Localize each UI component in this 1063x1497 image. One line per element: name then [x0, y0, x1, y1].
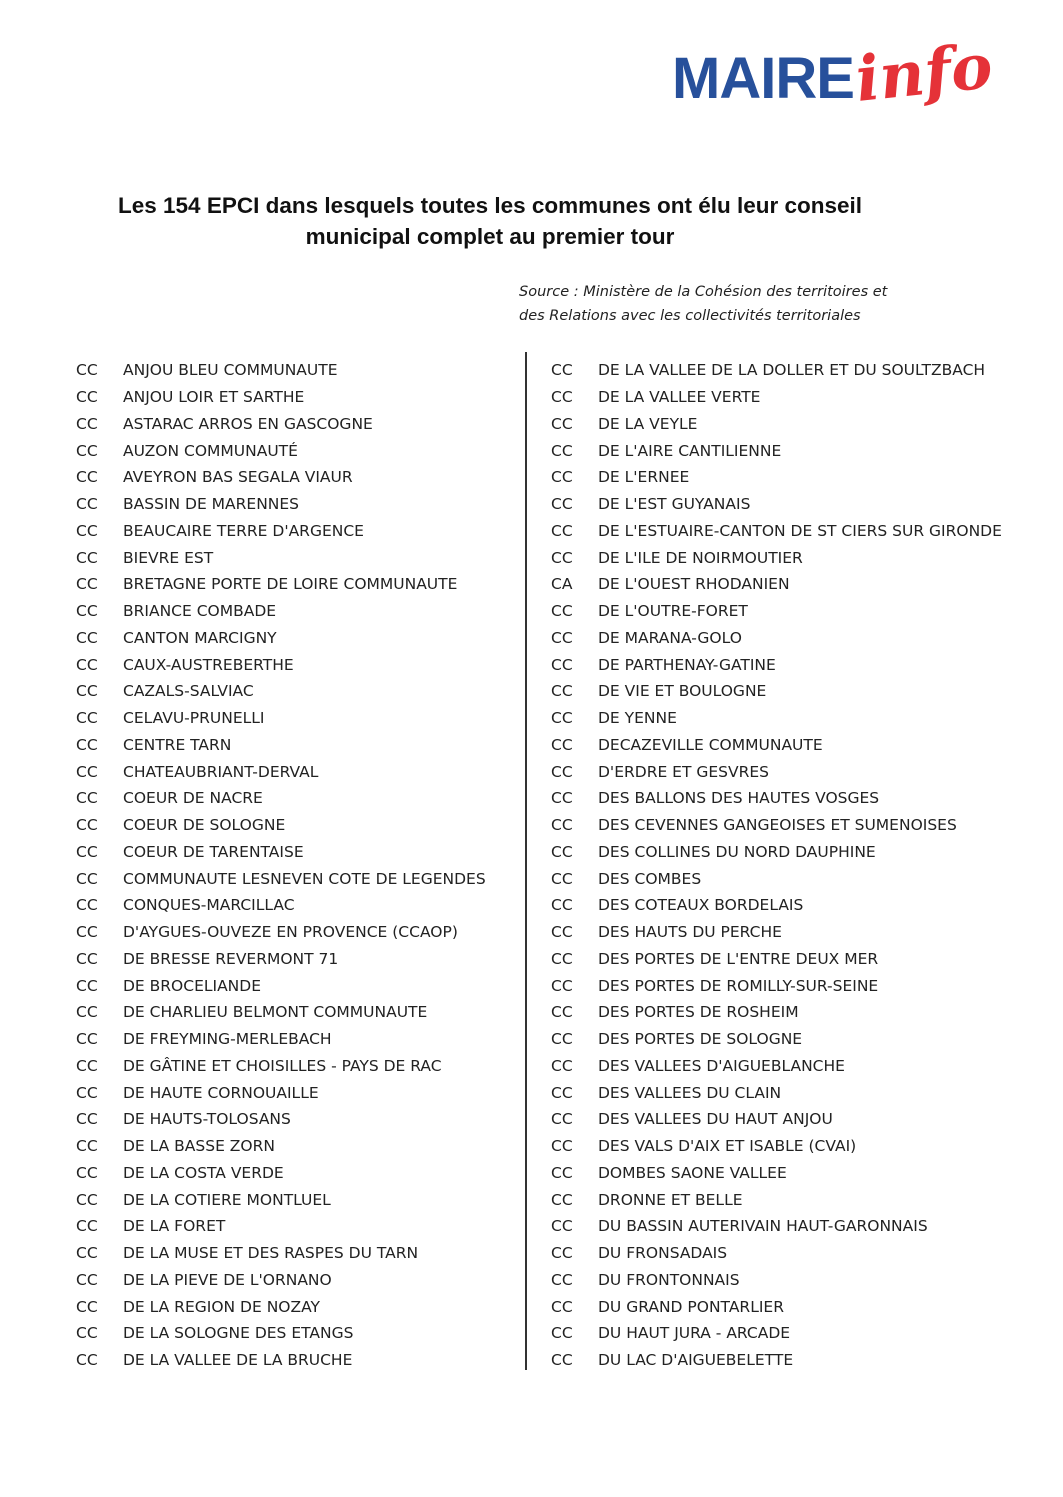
epci-row — [76, 1320, 516, 1347]
epci-type: CC — [551, 976, 573, 995]
epci-type: CC — [551, 1083, 573, 1102]
epci-name: D'AYGUES-OUVEZE EN PROVENCE (CCAOP) — [123, 923, 458, 942]
epci-type: CC — [76, 1297, 98, 1316]
epci-name: CELAVU-PRUNELLI — [123, 709, 265, 728]
epci-row — [551, 972, 1051, 999]
epci-row — [551, 678, 1051, 705]
epci-type: CC — [551, 923, 573, 942]
epci-name: DE HAUTS-TOLOSANS — [123, 1110, 291, 1129]
epci-row — [551, 411, 1051, 438]
epci-row — [76, 625, 516, 652]
epci-type: CC — [551, 709, 573, 728]
epci-name: CAZALS-SALVIAC — [123, 682, 254, 701]
epci-type: CC — [76, 1030, 98, 1049]
epci-name: DE BROCELIANDE — [123, 976, 262, 995]
epci-row — [76, 464, 516, 491]
epci-type: CA — [551, 575, 573, 594]
epci-row — [551, 1347, 1051, 1374]
epci-name: DU FRONTONNAIS — [598, 1270, 740, 1289]
epci-type: CC — [76, 735, 98, 754]
source-line-2: des Relations avec les collectivités territoriales — [519, 308, 861, 324]
epci-name: DES CEVENNES GANGEOISES ET SUMENOISES — [598, 816, 957, 835]
epci-type: CC — [76, 816, 98, 835]
epci-row — [76, 972, 516, 999]
epci-row — [551, 464, 1051, 491]
epci-name: COEUR DE NACRE — [123, 789, 263, 808]
epci-name: DE CHARLIEU BELMONT COMMUNAUTE — [123, 1003, 428, 1022]
epci-type: CC — [551, 1056, 573, 1075]
epci-type: CC — [76, 789, 98, 808]
epci-type: CC — [76, 1190, 98, 1209]
epci-row — [551, 758, 1051, 785]
epci-type: CC — [551, 1217, 573, 1236]
epci-row — [76, 1213, 516, 1240]
epci-row — [76, 1079, 516, 1106]
epci-name: DE L'ESTUAIRE-CANTON DE ST CIERS SUR GIRONDE — [598, 521, 1002, 540]
maireinfo-logo — [672, 29, 996, 116]
epci-row — [551, 491, 1051, 518]
epci-row — [76, 946, 516, 973]
epci-row — [76, 1053, 516, 1080]
epci-type: CC — [76, 1056, 98, 1075]
epci-type: CC — [551, 495, 573, 514]
epci-type: CC — [76, 361, 98, 380]
epci-name: ANJOU LOIR ET SARTHE — [123, 388, 305, 407]
epci-row — [551, 892, 1051, 919]
epci-name: COEUR DE SOLOGNE — [123, 816, 286, 835]
epci-type: CC — [76, 414, 98, 433]
epci-row — [551, 1240, 1051, 1267]
epci-type: CC — [551, 1030, 573, 1049]
column-divider — [525, 352, 527, 1370]
epci-type: CC — [551, 1190, 573, 1209]
epci-type: CC — [76, 1217, 98, 1236]
epci-name: DE LA COSTA VERDE — [123, 1163, 284, 1182]
epci-name: CHATEAUBRIANT-DERVAL — [123, 762, 319, 781]
epci-row — [76, 651, 516, 678]
epci-type: CC — [76, 1110, 98, 1129]
epci-type: CC — [551, 1324, 573, 1343]
epci-name: DE LA COTIERE MONTLUEL — [123, 1190, 331, 1209]
epci-type: CC — [551, 1244, 573, 1263]
epci-type: CC — [76, 1083, 98, 1102]
epci-row — [76, 865, 516, 892]
epci-name: DE LA VEYLE — [598, 414, 698, 433]
epci-type: CC — [76, 548, 98, 567]
epci-row — [76, 411, 516, 438]
epci-list-left — [76, 357, 516, 1374]
epci-type: CC — [551, 602, 573, 621]
epci-type: CC — [551, 414, 573, 433]
epci-name: BIEVRE EST — [123, 548, 214, 567]
epci-row — [551, 785, 1051, 812]
epci-type: CC — [551, 896, 573, 915]
epci-row — [551, 384, 1051, 411]
epci-type: CC — [551, 1110, 573, 1129]
epci-type: CC — [551, 1003, 573, 1022]
epci-row — [551, 999, 1051, 1026]
epci-type: CC — [551, 1351, 573, 1370]
epci-name: DES PORTES DE SOLOGNE — [598, 1030, 803, 1049]
logo-maire: MAIRE — [672, 46, 854, 111]
epci-name: DES VALLEES DU CLAIN — [598, 1083, 782, 1102]
epci-row — [76, 1186, 516, 1213]
epci-name: DE L'OUEST RHODANIEN — [598, 575, 790, 594]
epci-row — [76, 678, 516, 705]
epci-name: DU LAC D'AIGUEBELETTE — [598, 1351, 794, 1370]
epci-name: DES BALLONS DES HAUTES VOSGES — [598, 789, 880, 808]
epci-row — [76, 812, 516, 839]
epci-type: CC — [76, 1163, 98, 1182]
epci-type: CC — [551, 1270, 573, 1289]
epci-type: CC — [76, 1351, 98, 1370]
epci-name: DES VALLEES DU HAUT ANJOU — [598, 1110, 833, 1129]
title-line-1: Les 154 EPCI dans lesquels toutes les communes ont élu leur conseil — [118, 193, 862, 218]
epci-row — [551, 812, 1051, 839]
epci-row — [551, 1053, 1051, 1080]
epci-type: CC — [76, 682, 98, 701]
epci-name: BEAUCAIRE TERRE D'ARGENCE — [123, 521, 364, 540]
epci-name: BRETAGNE PORTE DE LOIRE COMMUNAUTE — [123, 575, 458, 594]
epci-row — [76, 758, 516, 785]
epci-type: CC — [76, 1137, 98, 1156]
epci-name: DE LA VALLEE VERTE — [598, 388, 761, 407]
epci-row — [551, 839, 1051, 866]
epci-row — [76, 571, 516, 598]
epci-name: DES HAUTS DU PERCHE — [598, 923, 782, 942]
epci-name: DES PORTES DE L'ENTRE DEUX MER — [598, 949, 879, 968]
epci-row — [551, 571, 1051, 598]
epci-name: DU GRAND PONTARLIER — [598, 1297, 784, 1316]
epci-name: DRONNE ET BELLE — [598, 1190, 743, 1209]
epci-type: CC — [551, 869, 573, 888]
epci-name: DES VALLEES D'AIGUEBLANCHE — [598, 1056, 845, 1075]
epci-type: CC — [551, 1297, 573, 1316]
epci-type: CC — [551, 468, 573, 487]
epci-name: DE L'ILE DE NOIRMOUTIER — [598, 548, 803, 567]
epci-type: CC — [76, 1324, 98, 1343]
epci-row — [76, 1347, 516, 1374]
epci-row — [76, 1160, 516, 1187]
epci-row — [551, 946, 1051, 973]
epci-name: D'ERDRE ET GESVRES — [598, 762, 770, 781]
epci-row — [551, 518, 1051, 545]
epci-row — [76, 384, 516, 411]
epci-type: CC — [76, 388, 98, 407]
epci-name: DES VALS D'AIX ET ISABLE (CVAI) — [598, 1137, 857, 1156]
epci-row — [551, 1293, 1051, 1320]
epci-name: DU HAUT JURA - ARCADE — [598, 1324, 791, 1343]
epci-type: CC — [76, 762, 98, 781]
epci-type: CC — [76, 655, 98, 674]
epci-row — [76, 999, 516, 1026]
epci-name: DE L'AIRE CANTILIENNE — [598, 441, 782, 460]
epci-name: DE HAUTE CORNOUAILLE — [123, 1083, 319, 1102]
epci-name: DE LA VALLEE DE LA DOLLER ET DU SOULTZBACH — [598, 361, 986, 380]
epci-row — [551, 598, 1051, 625]
epci-name: DOMBES SAONE VALLEE — [598, 1163, 787, 1182]
epci-row — [551, 732, 1051, 759]
epci-row — [76, 839, 516, 866]
epci-row — [76, 491, 516, 518]
epci-name: DE LA PIEVE DE L'ORNANO — [123, 1270, 332, 1289]
epci-type: CC — [76, 896, 98, 915]
epci-type: CC — [551, 1137, 573, 1156]
epci-name: DE LA VALLEE DE LA BRUCHE — [123, 1351, 353, 1370]
epci-row — [76, 705, 516, 732]
epci-type: CC — [551, 816, 573, 835]
epci-row — [551, 705, 1051, 732]
epci-row — [76, 732, 516, 759]
epci-row — [551, 625, 1051, 652]
epci-type: CC — [76, 521, 98, 540]
epci-name: DE LA REGION DE NOZAY — [123, 1297, 320, 1316]
logo-info: info — [852, 29, 996, 116]
epci-name: DU BASSIN AUTERIVAIN HAUT-GARONNAIS — [598, 1217, 928, 1236]
epci-name: CONQUES-MARCILLAC — [123, 896, 295, 915]
epci-type: CC — [551, 441, 573, 460]
epci-name: DE L'ERNEE — [598, 468, 690, 487]
epci-row — [551, 1267, 1051, 1294]
epci-name: DE L'EST GUYANAIS — [598, 495, 751, 514]
epci-row — [76, 919, 516, 946]
page-title — [60, 190, 920, 252]
epci-type: CC — [76, 628, 98, 647]
epci-list-right — [551, 357, 1051, 1374]
epci-name: CENTRE TARN — [123, 735, 232, 754]
epci-type: CC — [551, 521, 573, 540]
epci-type: CC — [551, 842, 573, 861]
epci-type: CC — [76, 441, 98, 460]
epci-row — [551, 919, 1051, 946]
epci-type: CC — [551, 361, 573, 380]
epci-type: CC — [76, 1270, 98, 1289]
epci-name: AVEYRON BAS SEGALA VIAUR — [123, 468, 353, 487]
epci-name: DE LA MUSE ET DES RASPES DU TARN — [123, 1244, 419, 1263]
epci-type: CC — [76, 1003, 98, 1022]
epci-name: DE YENNE — [598, 709, 677, 728]
epci-type: CC — [551, 1163, 573, 1182]
epci-row — [551, 1026, 1051, 1053]
epci-row — [551, 1186, 1051, 1213]
epci-name: DE VIE ET BOULOGNE — [598, 682, 767, 701]
epci-type: CC — [76, 709, 98, 728]
epci-type: CC — [551, 548, 573, 567]
epci-row — [551, 1133, 1051, 1160]
epci-row — [76, 1293, 516, 1320]
epci-name: AUZON COMMUNAUTÉ — [123, 441, 298, 460]
epci-name: ANJOU BLEU COMMUNAUTE — [123, 361, 338, 380]
epci-name: CANTON MARCIGNY — [123, 628, 277, 647]
epci-row — [76, 892, 516, 919]
epci-type: CC — [551, 682, 573, 701]
epci-name: DES PORTES DE ROMILLY-SUR-SEINE — [598, 976, 879, 995]
epci-type: CC — [76, 923, 98, 942]
epci-type: CC — [76, 468, 98, 487]
epci-row — [76, 518, 516, 545]
epci-row — [76, 437, 516, 464]
epci-type: CC — [76, 575, 98, 594]
epci-row — [76, 357, 516, 384]
epci-row — [76, 1133, 516, 1160]
epci-row — [551, 1106, 1051, 1133]
epci-row — [551, 357, 1051, 384]
epci-name: DES COLLINES DU NORD DAUPHINE — [598, 842, 876, 861]
epci-name: COEUR DE TARENTAISE — [123, 842, 304, 861]
epci-type: CC — [551, 949, 573, 968]
epci-row — [551, 1320, 1051, 1347]
epci-name: DE FREYMING-MERLEBACH — [123, 1030, 332, 1049]
epci-name: DE MARANA-GOLO — [598, 628, 742, 647]
epci-type: CC — [76, 869, 98, 888]
epci-name: DECAZEVILLE COMMUNAUTE — [598, 735, 823, 754]
epci-row — [76, 598, 516, 625]
epci-row — [551, 1160, 1051, 1187]
epci-name: CAUX-AUSTREBERTHE — [123, 655, 294, 674]
epci-row — [76, 1106, 516, 1133]
epci-type: CC — [551, 628, 573, 647]
epci-name: BRIANCE COMBADE — [123, 602, 277, 621]
epci-row — [551, 651, 1051, 678]
epci-name: DE LA FORET — [123, 1217, 226, 1236]
epci-type: CC — [76, 495, 98, 514]
epci-type: CC — [551, 789, 573, 808]
epci-type: CC — [76, 602, 98, 621]
epci-name: ASTARAC ARROS EN GASCOGNE — [123, 414, 373, 433]
epci-row — [76, 1240, 516, 1267]
epci-type: CC — [76, 1244, 98, 1263]
epci-type: CC — [551, 735, 573, 754]
epci-type: CC — [551, 762, 573, 781]
epci-type: CC — [76, 842, 98, 861]
epci-name: DES COTEAUX BORDELAIS — [598, 896, 804, 915]
epci-type: CC — [76, 949, 98, 968]
epci-row — [76, 1267, 516, 1294]
epci-row — [551, 437, 1051, 464]
epci-row — [76, 1026, 516, 1053]
epci-row — [551, 1213, 1051, 1240]
epci-row — [76, 785, 516, 812]
epci-type: CC — [551, 655, 573, 674]
epci-row — [551, 1079, 1051, 1106]
epci-type: CC — [551, 388, 573, 407]
epci-name: DE L'OUTRE-FORET — [598, 602, 748, 621]
epci-name: DU FRONSADAIS — [598, 1244, 728, 1263]
epci-row — [551, 544, 1051, 571]
epci-name: DE LA BASSE ZORN — [123, 1137, 275, 1156]
epci-name: DE LA SOLOGNE DES ETANGS — [123, 1324, 354, 1343]
epci-name: COMMUNAUTE LESNEVEN COTE DE LEGENDES — [123, 869, 486, 888]
epci-name: DES COMBES — [598, 869, 702, 888]
source-note — [519, 280, 1039, 328]
title-line-2: municipal complet au premier tour — [305, 224, 675, 249]
epci-name: BASSIN DE MARENNES — [123, 495, 300, 514]
epci-name: DE GÂTINE ET CHOISILLES - PAYS DE RAC — [123, 1056, 442, 1075]
epci-row — [76, 544, 516, 571]
epci-row — [551, 865, 1051, 892]
epci-name: DES PORTES DE ROSHEIM — [598, 1003, 799, 1022]
epci-name: DE PARTHENAY-GATINE — [598, 655, 776, 674]
epci-type: CC — [76, 976, 98, 995]
source-line-1: Source : Ministère de la Cohésion des territoires et — [519, 284, 888, 300]
epci-name: DE BRESSE REVERMONT 71 — [123, 949, 339, 968]
